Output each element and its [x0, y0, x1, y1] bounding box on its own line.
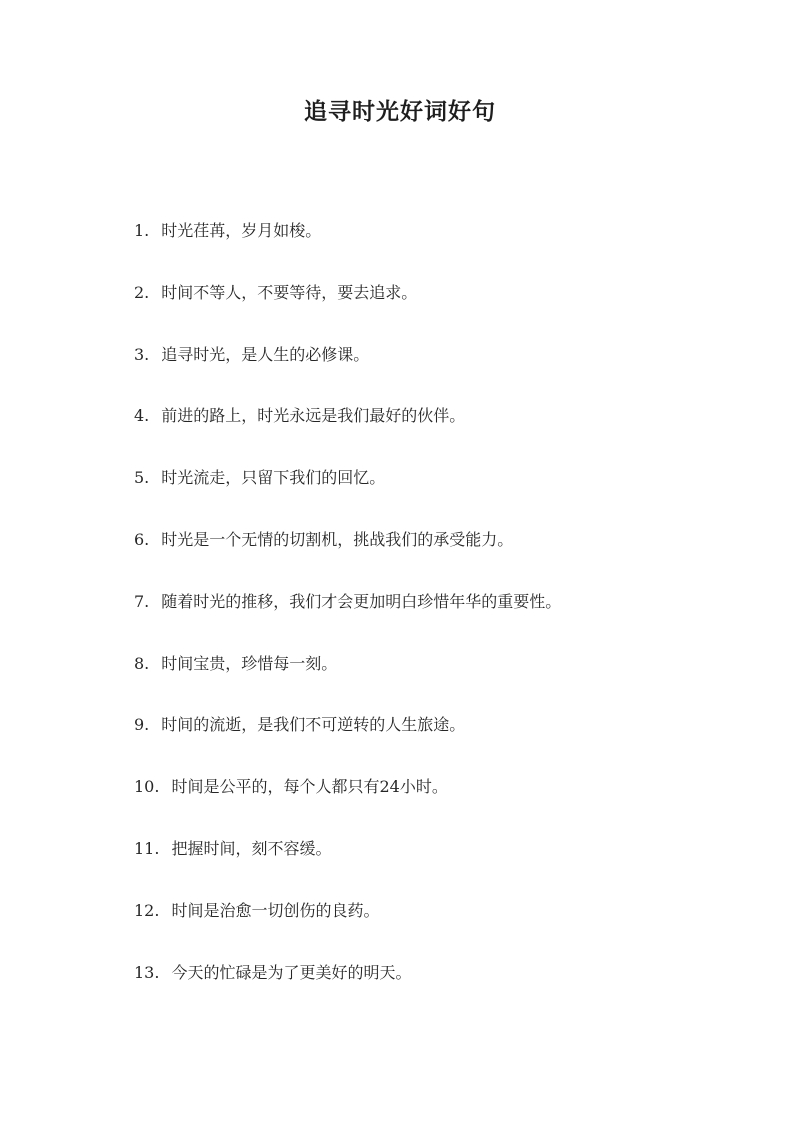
item-text: 随着时光的推移，我们才会更加明白珍惜年华的重要性。 [161, 591, 562, 611]
item-text: 时间是公平的，每个人都只有24小时。 [171, 777, 448, 797]
item-number: 8. [134, 653, 150, 673]
item-text: 前进的路上，时光永远是我们最好的伙伴。 [161, 406, 466, 426]
list-item [134, 831, 754, 893]
item-text: 追寻时光，是人生的必修课。 [161, 344, 370, 364]
list-item [134, 337, 754, 399]
item-text: 时光是一个无情的切割机，挑战我们的承受能力。 [161, 529, 514, 549]
item-text: 时光流走，只留下我们的回忆。 [161, 468, 386, 488]
list-item [134, 646, 754, 708]
list-item [134, 584, 754, 646]
item-number: 2. [134, 282, 150, 302]
item-text: 把握时间，刻不容缓。 [171, 838, 332, 858]
item-number: 7. [134, 591, 150, 611]
document-title: 追寻时光好词好句 [304, 98, 496, 125]
list-item [134, 955, 754, 1017]
item-text: 时间宝贵，珍惜每一刻。 [161, 653, 338, 673]
list-item [134, 398, 754, 460]
item-text: 时间的流逝，是我们不可逆转的人生旅途。 [161, 715, 466, 735]
list-item [134, 707, 754, 769]
list-item [134, 769, 754, 831]
sentence-list [134, 213, 754, 1016]
list-item [134, 893, 754, 955]
item-text: 时光荏苒，岁月如梭。 [161, 221, 322, 240]
item-text: 今天的忙碌是为了更美好的明天。 [171, 962, 412, 982]
item-number: 3. [134, 344, 150, 364]
item-text: 时间是治愈一切创伤的良药。 [171, 900, 380, 920]
item-number: 9. [134, 715, 150, 735]
item-number: 10. [134, 777, 160, 797]
item-number: 1. [134, 221, 150, 240]
item-number: 4. [134, 406, 150, 426]
list-item [134, 522, 754, 584]
list-item [134, 213, 754, 275]
item-number: 5. [134, 468, 150, 488]
item-text: 时间不等人，不要等待，要去追求。 [161, 282, 418, 302]
item-number: 11. [134, 838, 160, 858]
item-number: 13. [134, 962, 160, 982]
item-number: 6. [134, 529, 150, 549]
list-item [134, 275, 754, 337]
list-item [134, 460, 754, 522]
item-number: 12. [134, 900, 160, 920]
